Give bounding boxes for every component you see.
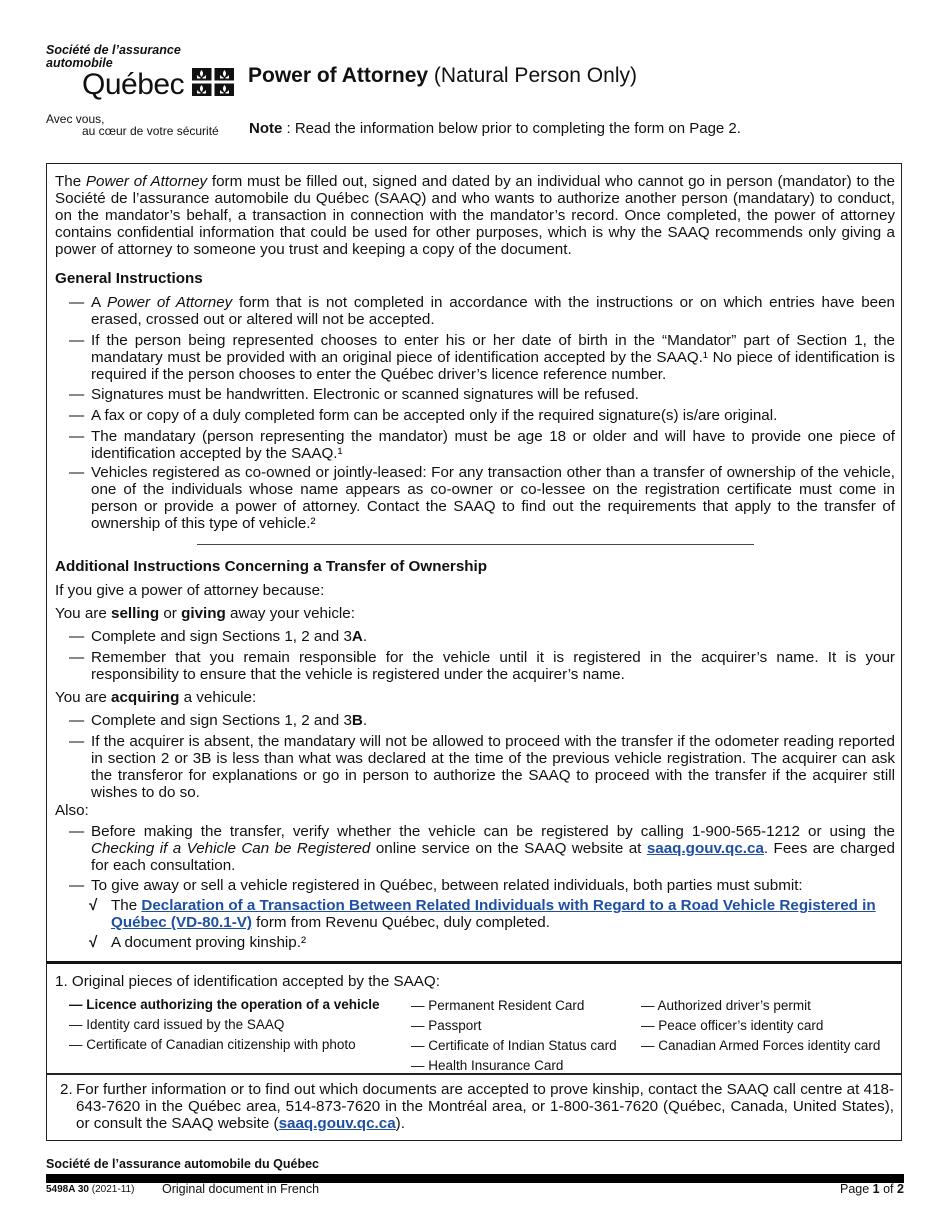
general-item: — Signatures must be handwritten. Electronic or scanned signatures will be refused. [69,386,639,403]
selling-item: — Remember that you remain responsible for the vehicle until it is registered in the acquirer’s name. It is your responsibility to ensure that the vehicle is registered under the acquirer’s name. [69,649,895,683]
id-item: — Certificate of Indian Status card [411,1038,617,1053]
general-item: — A fax or copy of a duly completed form can be accepted only if the required signature(s) is/are original. [69,407,778,424]
footnote-1-title: 1. Original pieces of identification accepted by the SAAQ: [55,973,440,990]
additional-instructions-heading: Additional Instructions Concerning a Transfer of Ownership [55,558,488,575]
intro-paragraph: The Power of Attorney form must be filled out, signed and dated by an individual who cannot go in person (mandator) to the Société de l’assurance automobile du Québec (SAAQ) and who wants to authorize another person (mandatary) to conduct, on the mandator’s behalf, a transaction in connection with the mandator’s record. Once completed, the power of attorney contains confidential information that could be used for other purposes, which is why the SAAQ recommends only giving a power of attorney to someone you trust and keeping a copy of the document. [55,173,895,258]
form-title: Power of Attorney (Natural Person Only) [248,64,637,87]
footnote-2-text: For further information or to find out which documents are accepted to prove kinship, contact the SAAQ call centre at 418-643-7620 in the Québec area, 514-873-7620 in the Montréal area, or 1-800-361-7620 (Québec, Canada, United States), or consult the SAAQ website (saaq.gouv.qc.ca). [76,1081,894,1132]
selling-item: — Complete and sign Sections 1, 2 and 3A. [69,628,368,645]
also-item: — To give away or sell a vehicle registered in Québec, between related individuals, both parties must submit: [69,877,803,894]
saaq-website-link[interactable]: saaq.gouv.qc.ca [646,840,764,857]
original-language-note: Original document in French [162,1182,320,1196]
id-item: — Peace officer’s identity card [641,1018,824,1033]
footer-org-name: Société de l’assurance automobile du Québec [46,1157,319,1171]
acquiring-line: You are acquiring a vehicule: [55,689,257,706]
id-item: — Permanent Resident Card [411,998,585,1013]
general-instructions-heading: General Instructions [55,270,203,287]
saaq-website-link[interactable]: saaq.gouv.qc.ca [278,1115,396,1132]
also-label: Also: [55,802,89,819]
id-item: — Health Insurance Card [411,1058,564,1073]
id-item: — Authorized driver’s permit [641,998,811,1013]
logo-tagline: Avec vous, au cœur de votre sécurité [46,112,219,138]
general-item: — The mandatary (person representing the mandator) must be age 18 or older and will have to provide one piece of identification accepted by the SAAQ.¹ [69,428,895,462]
check-item: √ The Declaration of a Transaction Between Related Individuals with Regard to a Road Vehicle Registered in Québec (VD-80.1-V) form from Revenu Québec, duly completed. [89,897,876,931]
footnote-2-number: 2. [60,1081,73,1098]
id-item: — Identity card issued by the SAAQ [69,1017,285,1032]
if-give-text: If you give a power of attorney because: [55,582,325,599]
form-code: 5498A 30 (2021-11) [46,1184,135,1195]
id-item: — Passport [411,1018,482,1033]
checkmark-icon: √ [89,897,98,914]
fleur-de-lis-flag-icon [192,68,234,96]
general-item: — If the person being represented chooses to enter his or her date of birth in the “Mandator” part of Section 1, the mandatary must be provided with an original piece of identification accepted by the SAAQ.¹ No piece of identification is required if the person chooses to enter the Québec driver’s licence reference number. [69,332,895,383]
footnote-identification-box [46,961,902,1075]
checkmark-icon: √ [89,934,98,951]
note-line: Note : Read the information below prior to completing the form on Page 2. [249,120,741,137]
page-number: Page 1 of 2 [840,1182,904,1196]
section-divider [197,544,754,545]
logo-quebec-wordmark: Québec [82,68,185,101]
footnote-kinship-box [46,1073,902,1141]
also-item: — Before making the transfer, verify whether the vehicle can be registered by calling 1-900-565-1212 or using the Checking if a Vehicle Can be Registered online service on the SAAQ website at saaq.gouv.qc.ca. Fees are charged for each consultation. [69,823,895,874]
check-item: √ A document proving kinship.² [89,934,307,951]
acquiring-item: — If the acquirer is absent, the mandatary will not be allowed to proceed with the transfer if the odometer reading reported in section 2 or 3B is less than what was declared at the time of the previous vehicle registration. The acquirer can ask the transferor for explanations or go in person to authorize the SAAQ to proceed with the transfer if the acquirer still wishes to do so. [69,733,895,801]
acquiring-item: — Complete and sign Sections 1, 2 and 3B. [69,712,368,729]
id-item: — Licence authorizing the operation of a vehicle [69,997,380,1012]
general-item: — Vehicles registered as co-owned or jointly-leased: For any transaction other than a transfer of ownership of the vehicle, one of the individuals whose name appears as co-owner or co-lessee on the registration certificate must come in person or provide a power of attorney. Contact the SAAQ to find out the requirements that apply to the transfer of ownership of this type of vehicle.² [69,464,895,532]
id-item: — Canadian Armed Forces identity card [641,1038,881,1053]
selling-line: You are selling or giving away your vehicle: [55,605,355,622]
general-item: — A Power of Attorney form that is not completed in accordance with the instructions or on which entries have been erased, crossed out or altered will not be accepted. [69,294,895,328]
instructions-box [46,163,902,963]
logo-org-name: Société de l’assurance automobile [46,43,181,70]
declaration-form-link[interactable]: Declaration of a Transaction Between Related Individuals with Regard to a Road Vehicle Registered in Québec (VD-80.1-V) [111,897,876,931]
id-item: — Certificate of Canadian citizenship with photo [69,1037,356,1052]
